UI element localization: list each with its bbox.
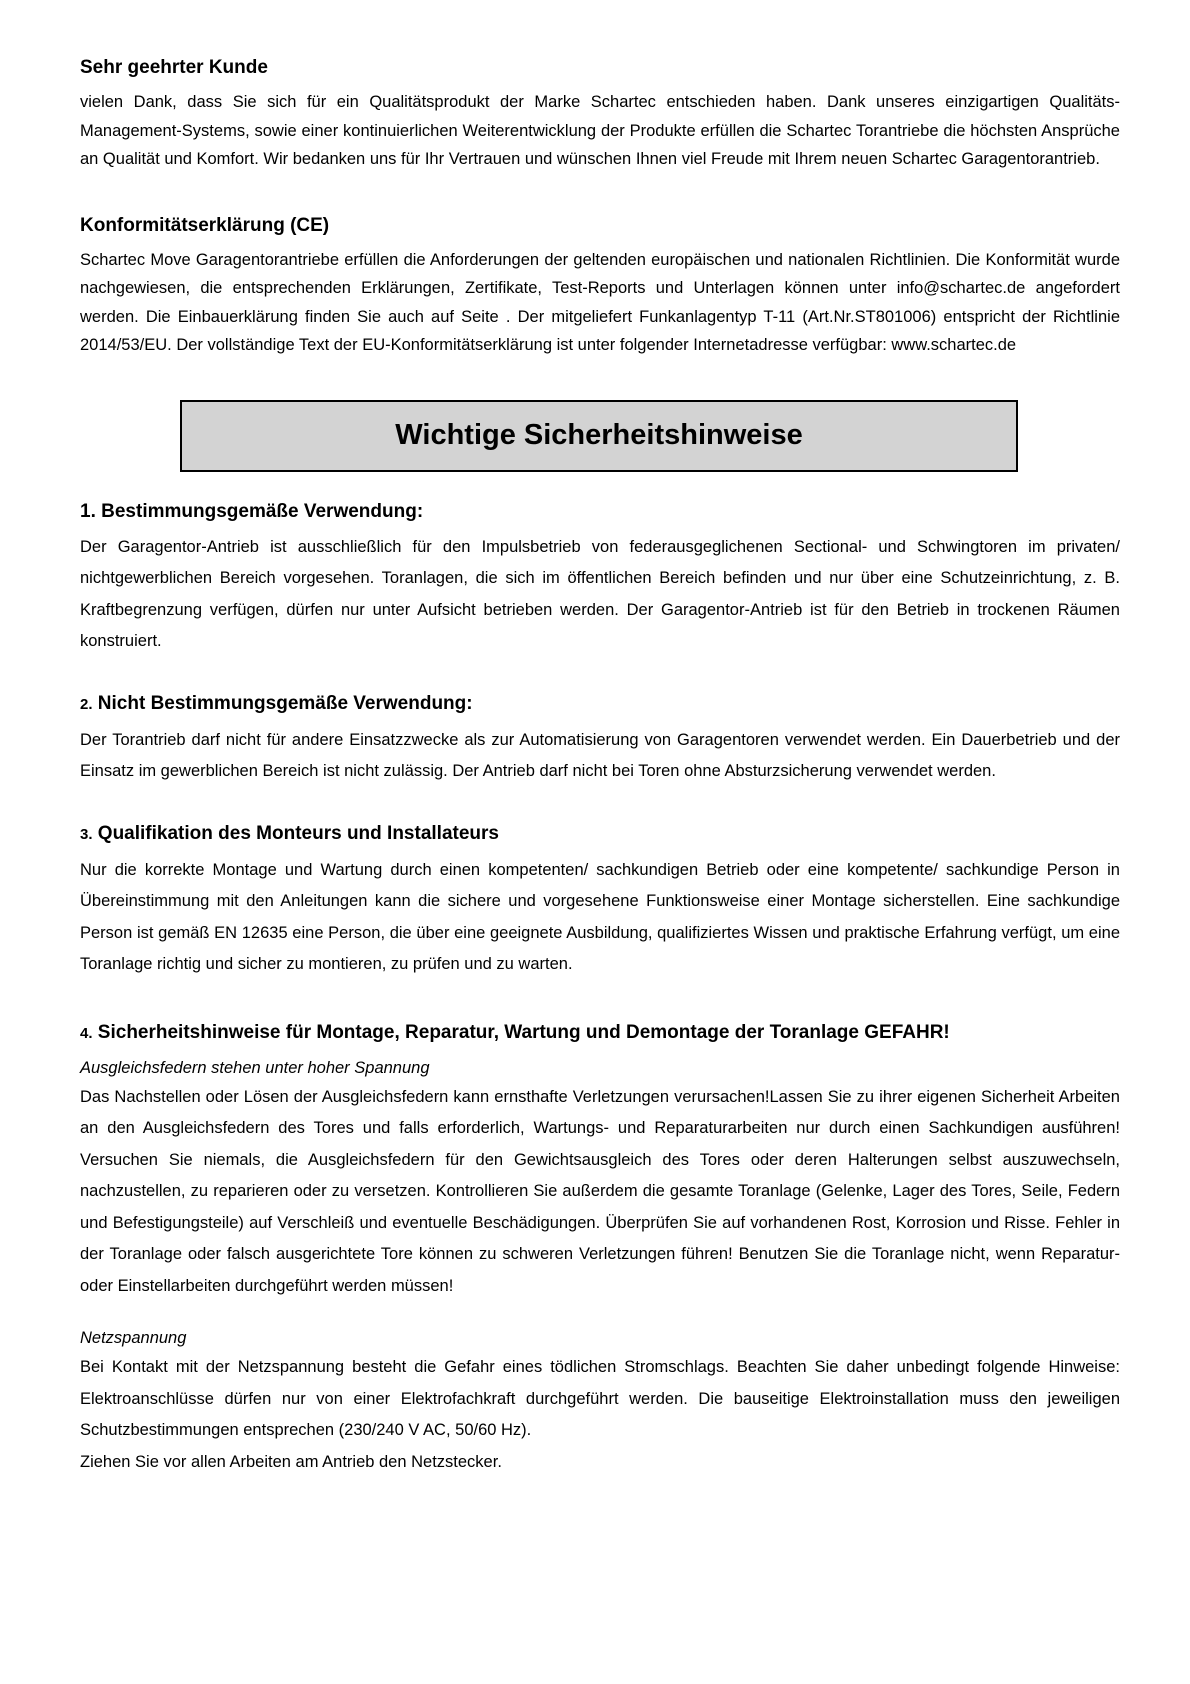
safety-banner [180,400,1018,472]
section-3-title: Qualifikation des Monteurs und Installateurs [97,822,499,844]
section-2-heading [80,692,1120,717]
section-2-text: Der Torantrieb darf nicht für andere Einsatzzwecke als zur Automatisierung von Garagentoren verwendet werden. Ein Dauerbetrieb und der Einsatz im gewerblichen Bereich ist nicht zulässig. Der Antrieb darf nicht bei Toren ohne Absturzsicherung verwendet werden. [80,730,1120,780]
section-3-number: 3. [80,825,93,843]
section-1 [80,500,1120,658]
mains-subheading: Netzspannung [80,1329,187,1347]
section-1-heading [80,500,1120,524]
section-4-title: Sicherheitshinweise für Montage, Reparatur, Wartung und Demontage der Toranlage GEFAHR! [97,1021,950,1043]
section-3-text: Nur die korrekte Montage und Wartung durch einen kompetenten/ sachkundigen Betrieb oder eine kompetente/ sachkundige Person in Übereinstimmung mit den Anleitungen kann die sichere und vorgesehene Funktionsweise einer Montage sicherstellen. Eine sachkundige Person ist gemäß EN 12635 eine Person, die über eine geeignete Ausbildung, qualifiziertes Wissen und praktische Erfahrung verfügt, um eine Toranlage richtig und sicher zu montieren, zu prüfen und zu warten. [80,860,1120,973]
document-page [80,56,1120,1478]
section-2-title: Nicht Bestimmungsgemäße Verwendung: [97,692,473,714]
spring-subheading: Ausgleichsfedern stehen unter hoher Spannung [80,1058,430,1077]
section-4 [80,1021,1120,1479]
section-1-text: Der Garagentor-Antrieb ist ausschließlich für den Impulsbetrieb von federausgeglichenen Sectional- und Schwingtoren im privaten/ nichtgewerblichen Bereich vorgesehen. Toranlagen, die sich im öffentlichen Bereich befinden und nur über eine Schutzeinrichtung, z. B. Kraftbegrenzung verfügen, dürfen nur unter Aufsicht betrieben werden. Der Garagentor-Antrieb ist für den Betrieb in trockenen Räumen konstruiert. [80,537,1120,650]
conformity-text: Schartec Move Garagentorantriebe erfüllen die Anforderungen der geltenden europäischen und nationalen Richtlinien. Die Konformität wurde nachgewiesen, die entsprechenden Erklärungen, Zertifikate, Test-Reports und Unterlagen können unter info@schartec.de angefordert werden. Die Einbauerklärung finden Sie auch auf Seite . Der mitgeliefert Funkanlagentyp T-11 (Art.Nr.ST801006) entspricht der Richtlinie 2014/53/EU. Der vollständige Text der EU-Konformitätserklärung ist unter folgender Internetadresse verfügbar: www.schartec.de [80,250,1120,354]
safety-banner-title: Wichtige Sicherheitshinweise [395,419,803,451]
section-4-heading [80,1021,1120,1046]
section-3 [80,822,1120,981]
conformity-heading: Konformitätserklärung (CE) [80,214,330,236]
greeting-text: vielen Dank, dass Sie sich für ein Qualitätsprodukt der Marke Schartec entschieden haben. Dank unseres einzigartigen Qualitäts-Management-Systems, sowie einer kontinuierlichen Weiterentwicklung der Produkte erfüllen die Schartec Torantriebe die höchsten Ansprüche an Qualität und Komfort. Wir bedanken uns für Ihr Vertrauen und wünschen Ihnen viel Freude mit Ihrem neuen Schartec Garagentorantrieb. [80,93,1120,168]
conformity-section [80,214,1120,360]
greeting-heading: Sehr geehrter Kunde [80,57,268,78]
section-4-number: 4. [80,1024,93,1042]
mains-unplug-text: Ziehen Sie vor allen Arbeiten am Antrieb den Netzstecker. [80,1452,502,1471]
section-1-title: Bestimmungsgemäße Verwendung: [101,500,424,522]
greeting-section [80,56,1120,174]
section-1-number: 1. [80,500,96,522]
section-3-heading [80,822,1120,847]
section-2-number: 2. [80,695,93,713]
section-2 [80,692,1120,788]
mains-text: Bei Kontakt mit der Netzspannung besteht die Gefahr eines tödlichen Stromschlags. Beachten Sie daher unbedingt folgende Hinweise: Elektroanschlüsse dürfen nur von einer Elektrofachkraft durchgeführt werden. Die bauseitige Elektroinstallation muss den jeweiligen Schutzbestimmungen entsprechen (230/240 V AC, 50/60 Hz). [80,1358,1120,1439]
spring-text: Das Nachstellen oder Lösen der Ausgleichsfedern kann ernsthafte Verletzungen verursachen!Lassen Sie zu ihrer eigenen Sicherheit Arbeiten an den Ausgleichsfedern des Tores und falls erforderlich, Wartungs- und Reparaturarbeiten nur durch einen Sachkundigen ausführen! Versuchen Sie niemals, die Ausgleichsfedern für den Gewichtsausgleich des Tores oder deren Halterungen selbst auszuwechseln, nachzustellen, zu reparieren oder zu versetzen. Kontrollieren Sie außerdem die gesamte Toranlage (Gelenke, Lager des Tores, Seile, Federn und Befestigungsteile) auf Verschleiß und eventuelle Beschädigungen. Überprüfen Sie auf vorhandenen Rost, Korrosion und Risse. Fehler in der Toranlage oder falsch ausgerichtete Tore können zu schweren Verletzungen führen! Benutzen Sie die Toranlage nicht, wenn Reparatur- oder Einstellarbeiten durchgeführt werden müssen! [80,1087,1120,1295]
